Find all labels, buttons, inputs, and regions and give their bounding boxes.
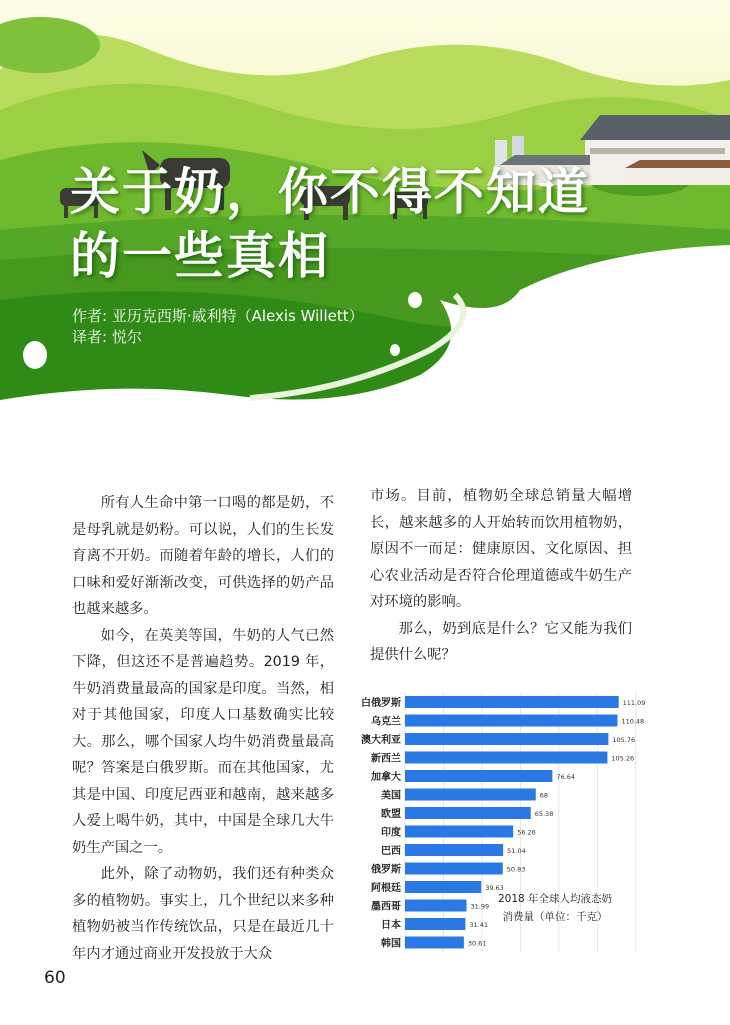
chart-category-label: 乌克兰 (371, 716, 401, 728)
translator-line: 译者: 悦尔 (72, 328, 142, 346)
chart-bar (405, 789, 536, 801)
chart-value-label: 76.64 (556, 773, 575, 781)
chart-category-label: 欧盟 (381, 809, 401, 820)
chart-category-label: 加拿大 (371, 772, 401, 783)
chart-value-label: 65.38 (534, 810, 554, 818)
chart-value-label: 31.99 (470, 902, 490, 911)
body-column-left (72, 490, 334, 967)
chart-value-label: 31.41 (469, 921, 489, 929)
milk-consumption-chart (340, 690, 670, 952)
chart-bar (405, 715, 617, 727)
chart-value-label: 51.04 (507, 847, 526, 855)
chart-bar (405, 900, 467, 912)
title-line-2: 的一些真相 (70, 227, 330, 285)
chart-bar (405, 844, 503, 856)
chart-bar (405, 863, 503, 875)
hero-banner (0, 0, 730, 425)
chart-value-label: 110.48 (621, 717, 645, 726)
chart-value-label: 111.09 (622, 699, 646, 707)
page-number: 60 (44, 968, 66, 988)
milk-droplet (408, 292, 422, 308)
chart-bar (405, 752, 607, 764)
chart-category-label: 印度 (381, 827, 401, 839)
chart-title-line-2: 消费量（单位：千克） (502, 911, 608, 923)
chart-bar (405, 918, 465, 930)
chart-category-label: 日本 (381, 920, 401, 931)
chart-value-label: 50.83 (506, 865, 526, 874)
chart-bar (405, 696, 619, 708)
body-paragraph: 所有人生命中第一口喝的都是奶，不是母乳就是奶粉。可以说，人们的生长发育离不开奶。而随着年龄的增长，人们的口味和爱好渐渐改变，可供选择的奶产品也越来越多。 (72, 495, 334, 617)
chart-bar (405, 826, 513, 838)
chart-title-line-1: 2018 年全球人均液态奶 (497, 893, 613, 905)
title-line-1: 关于奶，你不得不知道 (70, 163, 590, 221)
bar-chart-svg (340, 690, 670, 952)
chart-value-label: 68 (539, 791, 549, 800)
chart-category-label: 白俄罗斯 (361, 698, 401, 709)
milk-droplet (23, 341, 47, 369)
article-title (70, 160, 590, 288)
chart-category-label: 阿根廷 (371, 883, 401, 894)
chart-value-label: 30.61 (467, 939, 487, 948)
author-line: 作者: 亚历克西斯·威利特（Alexis Willett） (72, 307, 364, 325)
chart-category-label: 美国 (381, 790, 401, 802)
chart-bar (405, 937, 464, 949)
chart-bar (405, 733, 608, 745)
chart-category-label: 韩国 (381, 938, 401, 950)
chart-bar (405, 770, 552, 782)
chart-category-label: 俄罗斯 (371, 864, 401, 876)
chart-value-label: 39.63 (485, 884, 504, 892)
chart-category-label: 墨西哥 (371, 901, 401, 913)
article-credits (72, 306, 364, 348)
body-column-right (370, 483, 632, 669)
chart-bar (405, 881, 481, 893)
body-paragraph: 市场。目前，植物奶全球总销量大幅增长，越来越多的人开始转而饮用植物奶，原因不一而足：健康原因、文化原因、担心农业活动是否符合伦理道德或牛奶生产对环境的影响。 (370, 488, 632, 610)
chart-value-label: 56.26 (517, 828, 536, 837)
chart-bar (405, 807, 531, 819)
chart-value-label: 105.76 (612, 736, 636, 744)
body-paragraph: 如今，在英美等国，牛奶的人气已然下降，但这还不是普遍趋势。2019 年，牛奶消费量最高的国家是印度。当然，相对于其他国家，印度人口基数确实比较大。那么，哪个国家人均牛奶消费量最高呢？答案是白俄罗斯。而在其他国家，尤其是中国、印度尼西亚和越南，越来越多人爱上喝牛奶，其中，中国是全球几大牛奶生产国之一。 (72, 627, 334, 856)
milk-droplet (390, 344, 400, 356)
chart-category-label: 巴西 (381, 846, 401, 857)
chart-category-label: 澳大利亚 (361, 735, 401, 746)
chart-category-label: 新西兰 (371, 753, 401, 765)
chart-value-label: 105.26 (611, 754, 635, 763)
body-paragraph: 那么，奶到底是什么？它又能为我们提供什么呢？ (370, 620, 632, 663)
body-paragraph: 此外，除了动物奶，我们还有种类众多的植物奶。事实上，几个世纪以来多种植物奶被当作传统饮品，只是在最近几十年内才通过商业开发投放于大众 (72, 866, 334, 962)
